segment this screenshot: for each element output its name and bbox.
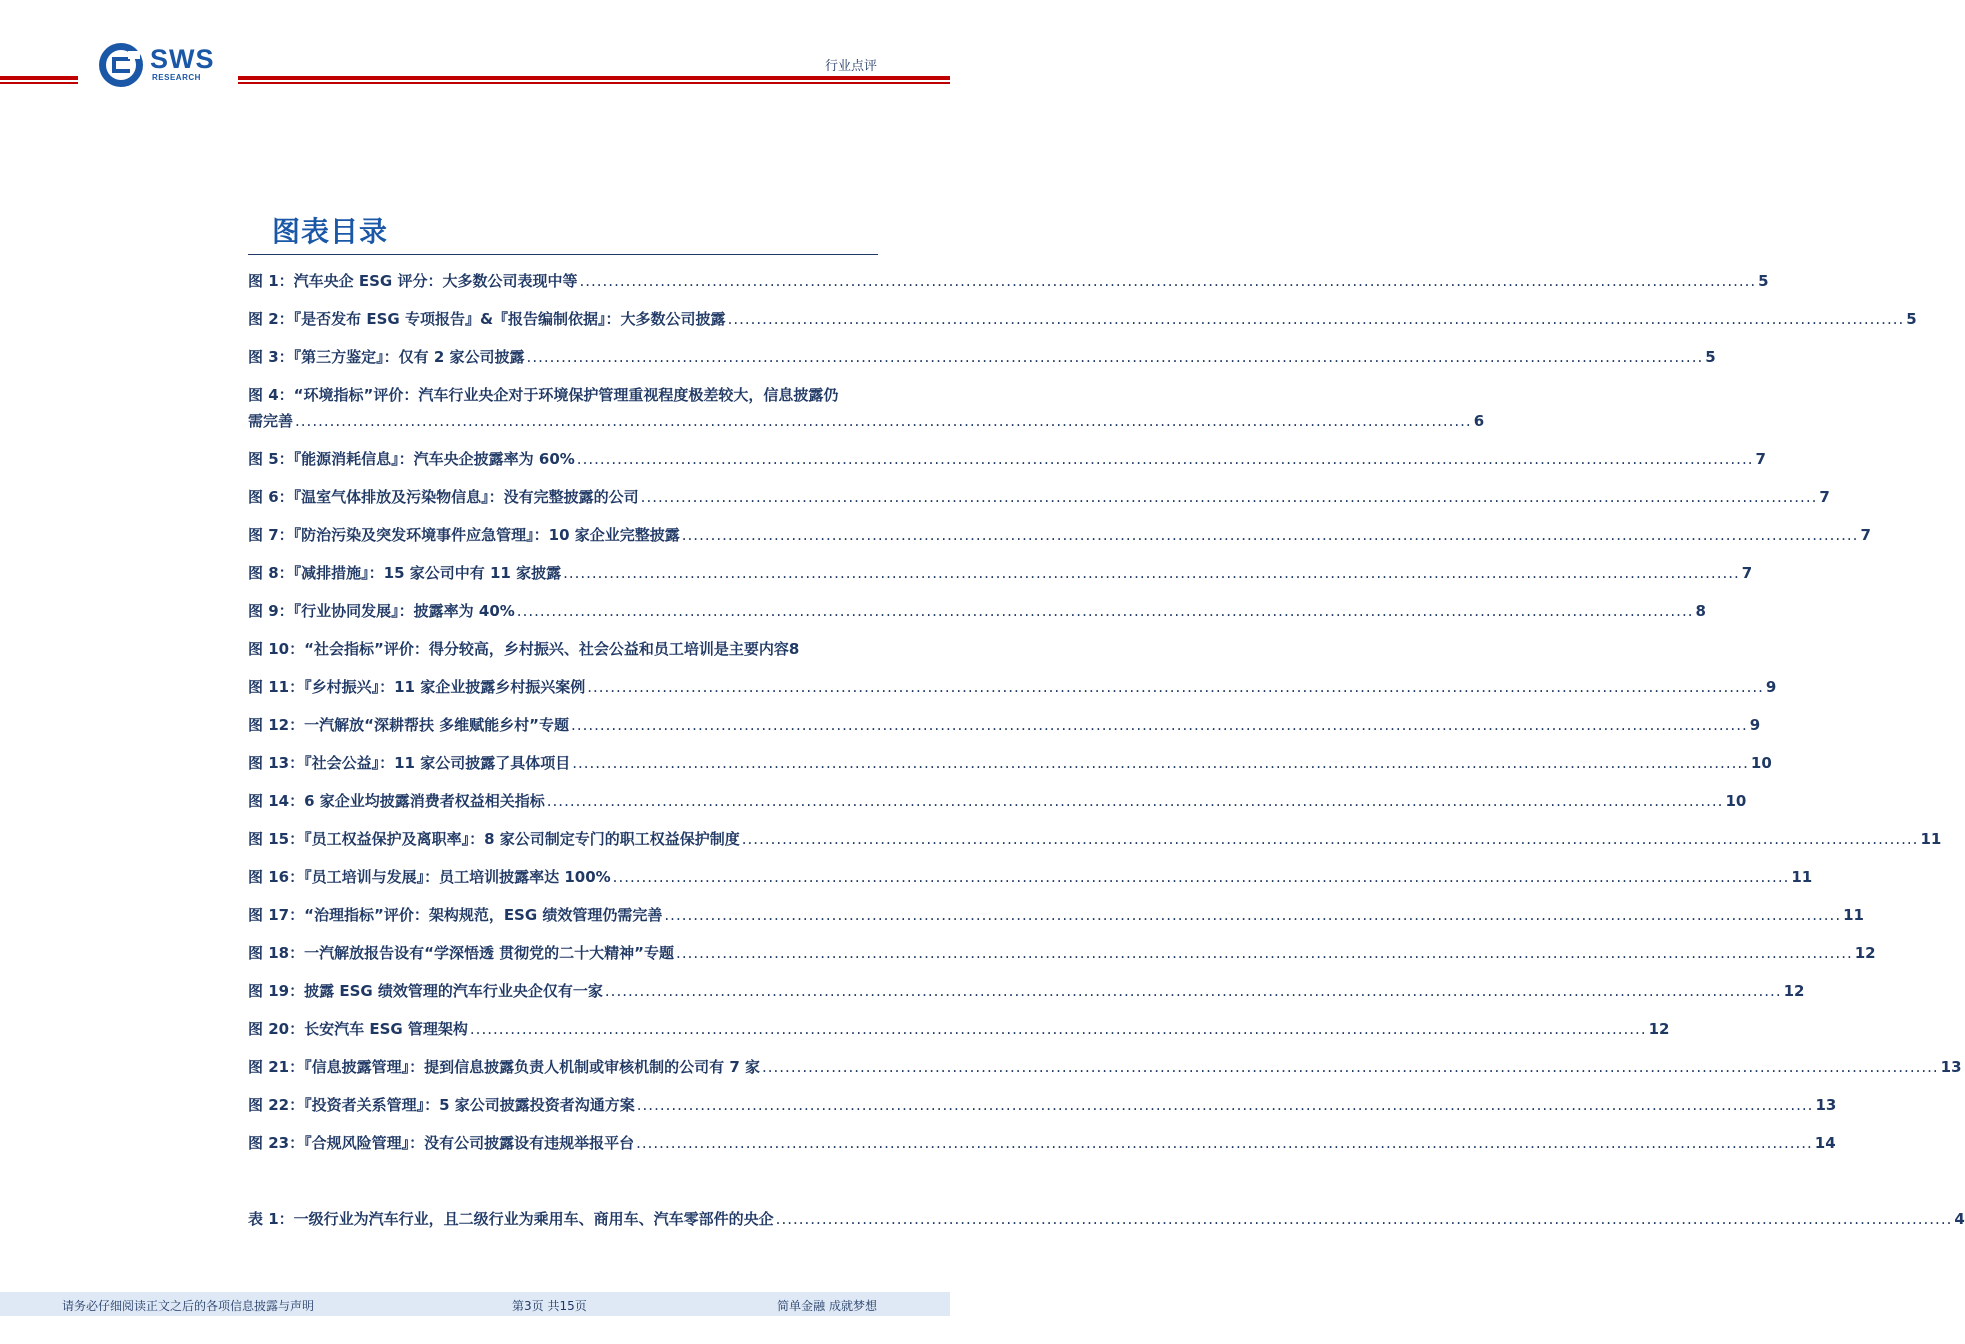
toc-entry[interactable] xyxy=(248,978,1805,1004)
toc-entry-label: 表 1：一级行业为汽车行业，且二级行业为乘用车、商用车、汽车零部件的央企 xyxy=(248,1210,774,1228)
toc-entry-label: 图 18：一汽解放报告设有“学深悟透 贯彻党的二十大精神”专题 xyxy=(248,944,675,962)
toc-title: 图表目录 xyxy=(272,215,389,248)
title-divider xyxy=(248,254,878,255)
toc-entry-page: 9 xyxy=(1749,716,1761,734)
toc-entry[interactable] xyxy=(248,940,1876,966)
toc-entry-label: 图 17：“治理指标”评价：架构规范，ESG 绩效管理仍需完善 xyxy=(248,906,663,924)
toc-entry-label: 图 7：『防治污染及突发环境事件应急管理』：10 家企业完整披露 xyxy=(248,526,680,544)
logo-subtext: RESEARCH xyxy=(152,73,201,82)
toc-entry-label: 图 23：『合规风险管理』：没有公司披露设有违规举报平台 xyxy=(248,1134,635,1152)
toc-entry-page: 9 xyxy=(1765,678,1777,696)
toc-entry-page: 10 xyxy=(1725,792,1747,810)
toc-leader xyxy=(664,902,1841,928)
sws-logo xyxy=(98,42,228,88)
toc-entry-page: 13 xyxy=(1815,1096,1837,1114)
logo-text: SWS xyxy=(150,44,215,74)
toc-entry[interactable] xyxy=(248,382,1485,434)
toc-leader xyxy=(742,826,1919,852)
sws-logo-icon xyxy=(98,42,144,88)
toc-leader xyxy=(571,712,1748,738)
toc-table-entry[interactable] xyxy=(248,1206,1965,1232)
toc-entry-label: 图 21：『信息披露管理』：提到信息披露负责人机制或审核机制的公司有 7 家 xyxy=(248,1058,760,1076)
toc-entry[interactable] xyxy=(248,1016,1670,1042)
toc-leader xyxy=(728,306,1905,332)
toc-leader xyxy=(577,446,1754,472)
toc-entry[interactable] xyxy=(248,788,1747,814)
toc-leader xyxy=(605,978,1782,1004)
toc-entry[interactable] xyxy=(248,344,1716,370)
toc-leader xyxy=(572,750,1749,776)
header-rule xyxy=(0,82,78,84)
toc-entry-label: 图 8：『减排措施』：15 家公司中有 11 家披露 xyxy=(248,564,562,582)
toc-entry-label: 图 11：『乡村振兴』：11 家企业披露乡村振兴案例 xyxy=(248,678,586,696)
toc-entry-page: 4 xyxy=(1954,1210,1965,1228)
toc-entry[interactable] xyxy=(248,864,1813,890)
toc-entry-page: 11 xyxy=(1791,868,1813,886)
toc-entry-label: 图 15：『员工权益保护及离职率』：8 家公司制定专门的职工权益保护制度 xyxy=(248,830,740,848)
toc-entry[interactable] xyxy=(248,1054,1962,1080)
toc-leader xyxy=(579,268,1756,294)
header-rule xyxy=(238,82,950,84)
toc-entry-page: 12 xyxy=(1648,1020,1670,1038)
toc-entry-page: 6 xyxy=(1473,412,1485,430)
footer-slogan: 简单金融 成就梦想 xyxy=(777,1299,877,1313)
toc-leader xyxy=(527,344,1704,370)
toc-entry-page: 5 xyxy=(1906,310,1917,328)
toc-entry[interactable] xyxy=(248,750,1772,776)
toc-leader xyxy=(517,598,1694,624)
toc-entry[interactable] xyxy=(248,1130,1836,1156)
toc-entry-label: 图 5：『能源消耗信息』：汽车央企披露率为 60% xyxy=(248,450,575,468)
toc-entry-label: 图 4：“环境指标”评价：汽车行业央企对于环境保护管理重视程度极差较大，信息披露仍 xyxy=(248,386,839,404)
toc-entry-page: 5 xyxy=(1705,348,1716,366)
toc-entry-label: 图 10：“社会指标”评价：得分较高，乡村振兴、社会公益和员工培训是主要内容 xyxy=(248,640,789,658)
toc-entry-page: 11 xyxy=(1843,906,1864,924)
toc-entry[interactable] xyxy=(248,522,1871,548)
toc-entry[interactable] xyxy=(248,826,1942,852)
toc-entry-page: 7 xyxy=(1860,526,1871,544)
footer-page-info: 第3页 共15页 xyxy=(512,1299,587,1313)
toc-entry-label: 图 22：『投资者关系管理』：5 家公司披露投资者沟通方案 xyxy=(248,1096,635,1114)
toc-entry-page: 8 xyxy=(788,640,800,658)
toc-entry-page: 12 xyxy=(1854,944,1876,962)
toc-entry-label: 图 3：『第三方鉴定』：仅有 2 家公司披露 xyxy=(248,348,525,366)
toc-entry-page: 7 xyxy=(1741,564,1753,582)
toc-entry-label: 图 14：6 家企业均披露消费者权益相关指标 xyxy=(248,792,545,810)
toc-leader xyxy=(776,1206,1953,1232)
toc-entry-page: 7 xyxy=(1819,488,1830,506)
toc-entry-label: 图 9：『行业协同发展』：披露率为 40% xyxy=(248,602,515,620)
toc-entry-page: 14 xyxy=(1814,1134,1836,1152)
toc-entry[interactable] xyxy=(248,902,1864,928)
toc-entry-page: 13 xyxy=(1940,1058,1962,1076)
toc-leader xyxy=(762,1054,1939,1080)
toc-entry[interactable] xyxy=(248,1092,1837,1118)
toc-entry[interactable] xyxy=(248,268,1769,294)
toc-entry-page: 7 xyxy=(1755,450,1766,468)
toc-leader xyxy=(547,788,1724,814)
toc-entry-label: 图 19：披露 ESG 绩效管理的汽车行业央企仅有一家 xyxy=(248,982,603,1000)
toc-leader xyxy=(636,1130,1813,1156)
toc-entry-page: 11 xyxy=(1920,830,1942,848)
toc-entry-page: 5 xyxy=(1758,272,1769,290)
toc-leader xyxy=(637,1092,1814,1118)
toc-leader xyxy=(587,674,1764,700)
toc-entry[interactable] xyxy=(248,560,1753,586)
document-type: 行业点评 xyxy=(824,59,877,74)
toc-entry-label: 图 13：『社会公益』：11 家公司披露了具体项目 xyxy=(248,754,571,772)
toc-entry[interactable] xyxy=(248,636,832,662)
toc-leader xyxy=(295,408,1472,434)
toc-entry[interactable] xyxy=(248,674,1777,700)
toc-entry[interactable] xyxy=(248,484,1830,510)
toc-entry[interactable] xyxy=(248,598,1706,624)
toc-leader xyxy=(470,1016,1647,1042)
toc-entry-label: 图 1：汽车央企 ESG 评分：大多数公司表现中等 xyxy=(248,272,578,290)
toc-entry-page: 12 xyxy=(1783,982,1805,1000)
toc-entry-label: 图 20：长安汽车 ESG 管理架构 xyxy=(248,1020,468,1038)
toc-entry-label: 图 6：『温室气体排放及污染物信息』：没有完整披露的公司 xyxy=(248,488,639,506)
header-rule xyxy=(0,76,78,80)
toc-entry-label: 图 2：『是否发布 ESG 专项报告』&『报告编制依据』：大多数公司披露 xyxy=(248,310,726,328)
footer-disclaimer: 请务必仔细阅读正文之后的各项信息披露与声明 xyxy=(62,1299,315,1313)
toc-entry[interactable] xyxy=(248,446,1766,472)
toc-leader xyxy=(682,522,1859,548)
toc-leader xyxy=(641,484,1818,510)
toc-entry-label: 图 12：一汽解放“深耕帮扶 多维赋能乡村”专题 xyxy=(248,716,570,734)
toc-entry[interactable] xyxy=(248,712,1761,738)
header-rule xyxy=(238,76,950,80)
toc-entry[interactable] xyxy=(248,306,1917,332)
toc-leader xyxy=(563,560,1740,586)
toc-entry-continuation: 需完善 xyxy=(248,412,294,430)
toc-leader xyxy=(613,864,1790,890)
toc-entry-page: 8 xyxy=(1695,602,1706,620)
toc-leader xyxy=(676,940,1853,966)
toc-entry-label: 图 16：『员工培训与发展』：员工培训披露率达 100% xyxy=(248,868,611,886)
toc-entry-page: 10 xyxy=(1750,754,1772,772)
